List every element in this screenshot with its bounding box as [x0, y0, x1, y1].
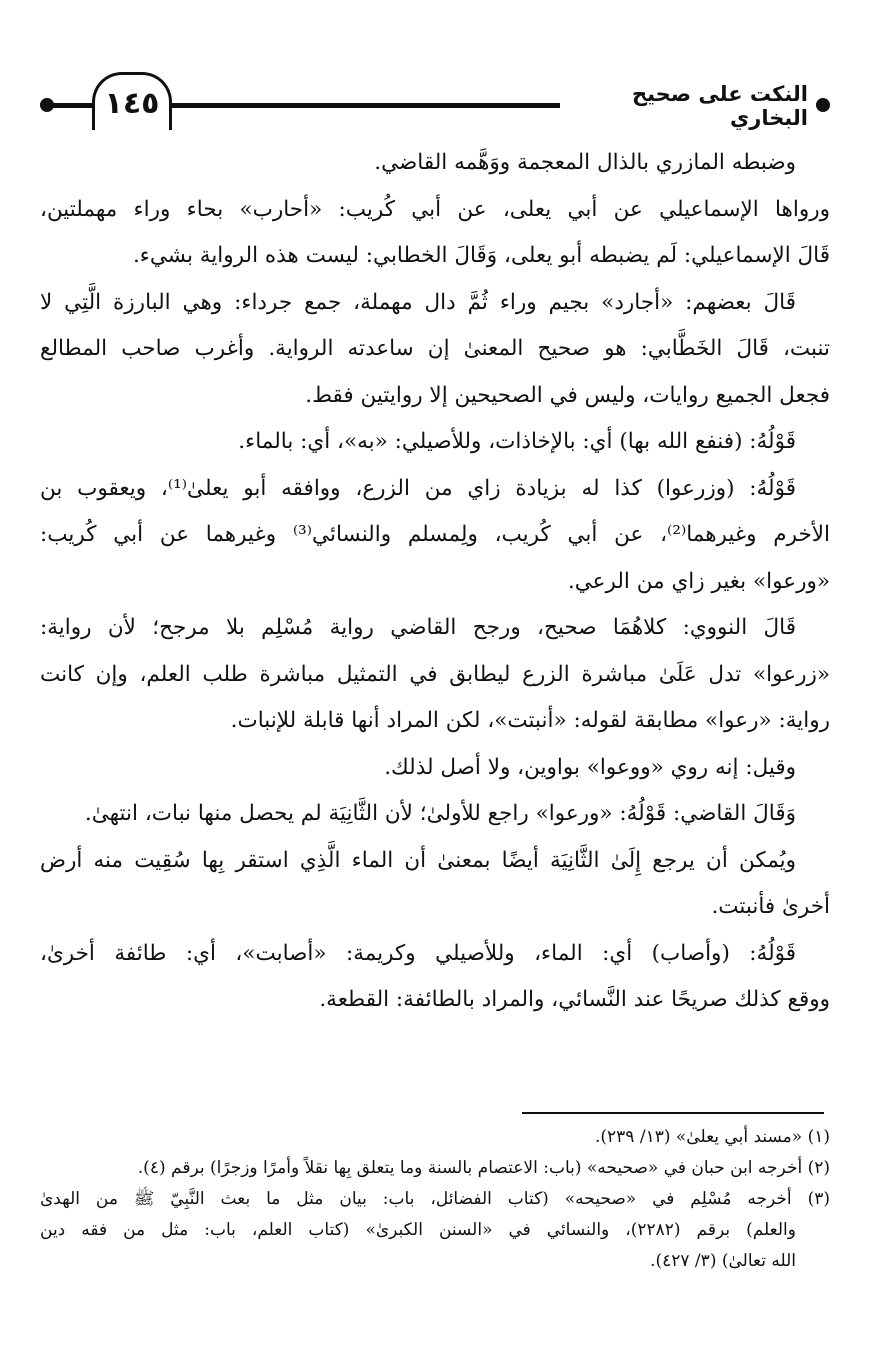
footnotes [40, 1122, 830, 1277]
text-line: قَالَ بعضهم: «أجارد» بجيم وراء ثُمَّ دال مهملة، جمع جرداء: وهي البارزة الَّتِي لا [40, 289, 796, 315]
text-line: قَوْلُهُ: (فنفع الله بها) أي: بالإخاذات، وللأصيلي: «به»، أي: بالماء. [238, 429, 796, 454]
text-line: ووقع كذلك صريحًا عند النَّسائي، والمراد بالطائفة: القطعة. [319, 987, 830, 1012]
text-line: وَقَالَ القاضي: قَوْلُهُ: «ورعوا» راجع للأولىٰ؛ لأن الثَّانِيَة لم يحصل منها نبات، انتهىٰ. [84, 801, 796, 826]
text-line: قَوْلُهُ: (وزرعوا) كذا له بزيادة زاي من الزرع، ووافقه أبو يعلىٰ⁽¹⁾، ويعقوب بن [40, 475, 796, 501]
page-header [40, 68, 830, 132]
main-text [40, 140, 830, 1024]
footnote-line: (٣) أخرجه مُسْلِم في «صحيحه» (كتاب الفضائل، باب: بيان مثل ما بعث النَّبِيّ ﷺ من الهدىٰ [40, 1189, 830, 1209]
text-line: الأخرم وغيرهما⁽²⁾، عن أبي كُريب، ولِمسلم والنسائي⁽³⁾ وغيرهما عن أبي كُريب: [40, 522, 830, 547]
text-line: قَالَ النووي: كلاهُمَا صحيح، ورجح القاضي رواية مُسْلِم بلا مرجح؛ لأن رواية: [40, 615, 796, 640]
footnote-line: (١) «مسند أبي يعلىٰ» (١٣/ ٢٣٩). [594, 1127, 830, 1147]
text-line: «زرعوا» تدل عَلَىٰ مباشرة الزرع ليطابق في التمثيل مباشرة طلب العلم، وإن كانت [40, 661, 830, 687]
text-line: تنبت، قَالَ الخَطَّابي: هو صحيح المعنىٰ إن ساعدته الرواية. وأغرب صاحب المطالع [40, 336, 830, 361]
footnote-separator [522, 1112, 824, 1114]
text-line: وضبطه المازري بالذال المعجمة ووَهَّمه القاضي. [374, 150, 796, 175]
text-line: «ورعوا» بغير زاي من الرعي. [567, 568, 830, 594]
text-line: وقيل: إنه روي «ووعوا» بواوين، ولا أصل لذلك. [384, 754, 796, 780]
text-line: قَوْلُهُ: (وأصاب) أي: الماء، وللأصيلي وكريمة: «أصابت»، أي: طائفة أخرىٰ، [40, 940, 797, 966]
footnote-line: والعلم) برقم (٢٢٨٢)، والنسائي في «السنن الكبرىٰ» (كتاب العلم، باب: مثل من فقه دين [40, 1220, 796, 1240]
text-line: ورواها الإسماعيلي عن أبي يعلى، عن أبي كُريب: «أحارب» بحاء وراء مهملتين، [40, 196, 830, 222]
header-rule-left [52, 103, 92, 108]
running-title: النكت على صحيح البخاري [631, 82, 808, 130]
header-ornament-dot-right [816, 98, 830, 112]
text-line: قَالَ الإسماعيلي: لَم يضبطه أبو يعلى، وَقَالَ الخطابي: ليست هذه الرواية بشيء. [132, 243, 830, 268]
text-line: فجعل الجميع روايات، وليس في الصحيحين إلا روايتين فقط. [305, 382, 830, 408]
text-line: أخرىٰ فأنبتت. [711, 894, 830, 919]
header-rule-center [170, 103, 560, 108]
text-line: ويُمكن أن يرجع إِلَىٰ الثَّانِيَة أيضًا بمعنىٰ أن الماء الَّذِي استقر بِها سُقِيت منه أرض [40, 847, 796, 873]
footnote-line: الله تعالىٰ) (٣/ ٤٢٧). [650, 1251, 796, 1271]
page-number: ١٤٥ [92, 72, 172, 130]
text-line: رواية: «رعوا» مطابقة لقوله: «أنبتت»، لكن المراد أنها قابلة للإنبات. [230, 708, 830, 733]
footnote-line: (٢) أخرجه ابن حبان في «صحيحه» (باب: الاعتصام بالسنة وما يتعلق بِها نقلاً وأمرًا وزجرًا) برقم (٤). [137, 1158, 830, 1178]
